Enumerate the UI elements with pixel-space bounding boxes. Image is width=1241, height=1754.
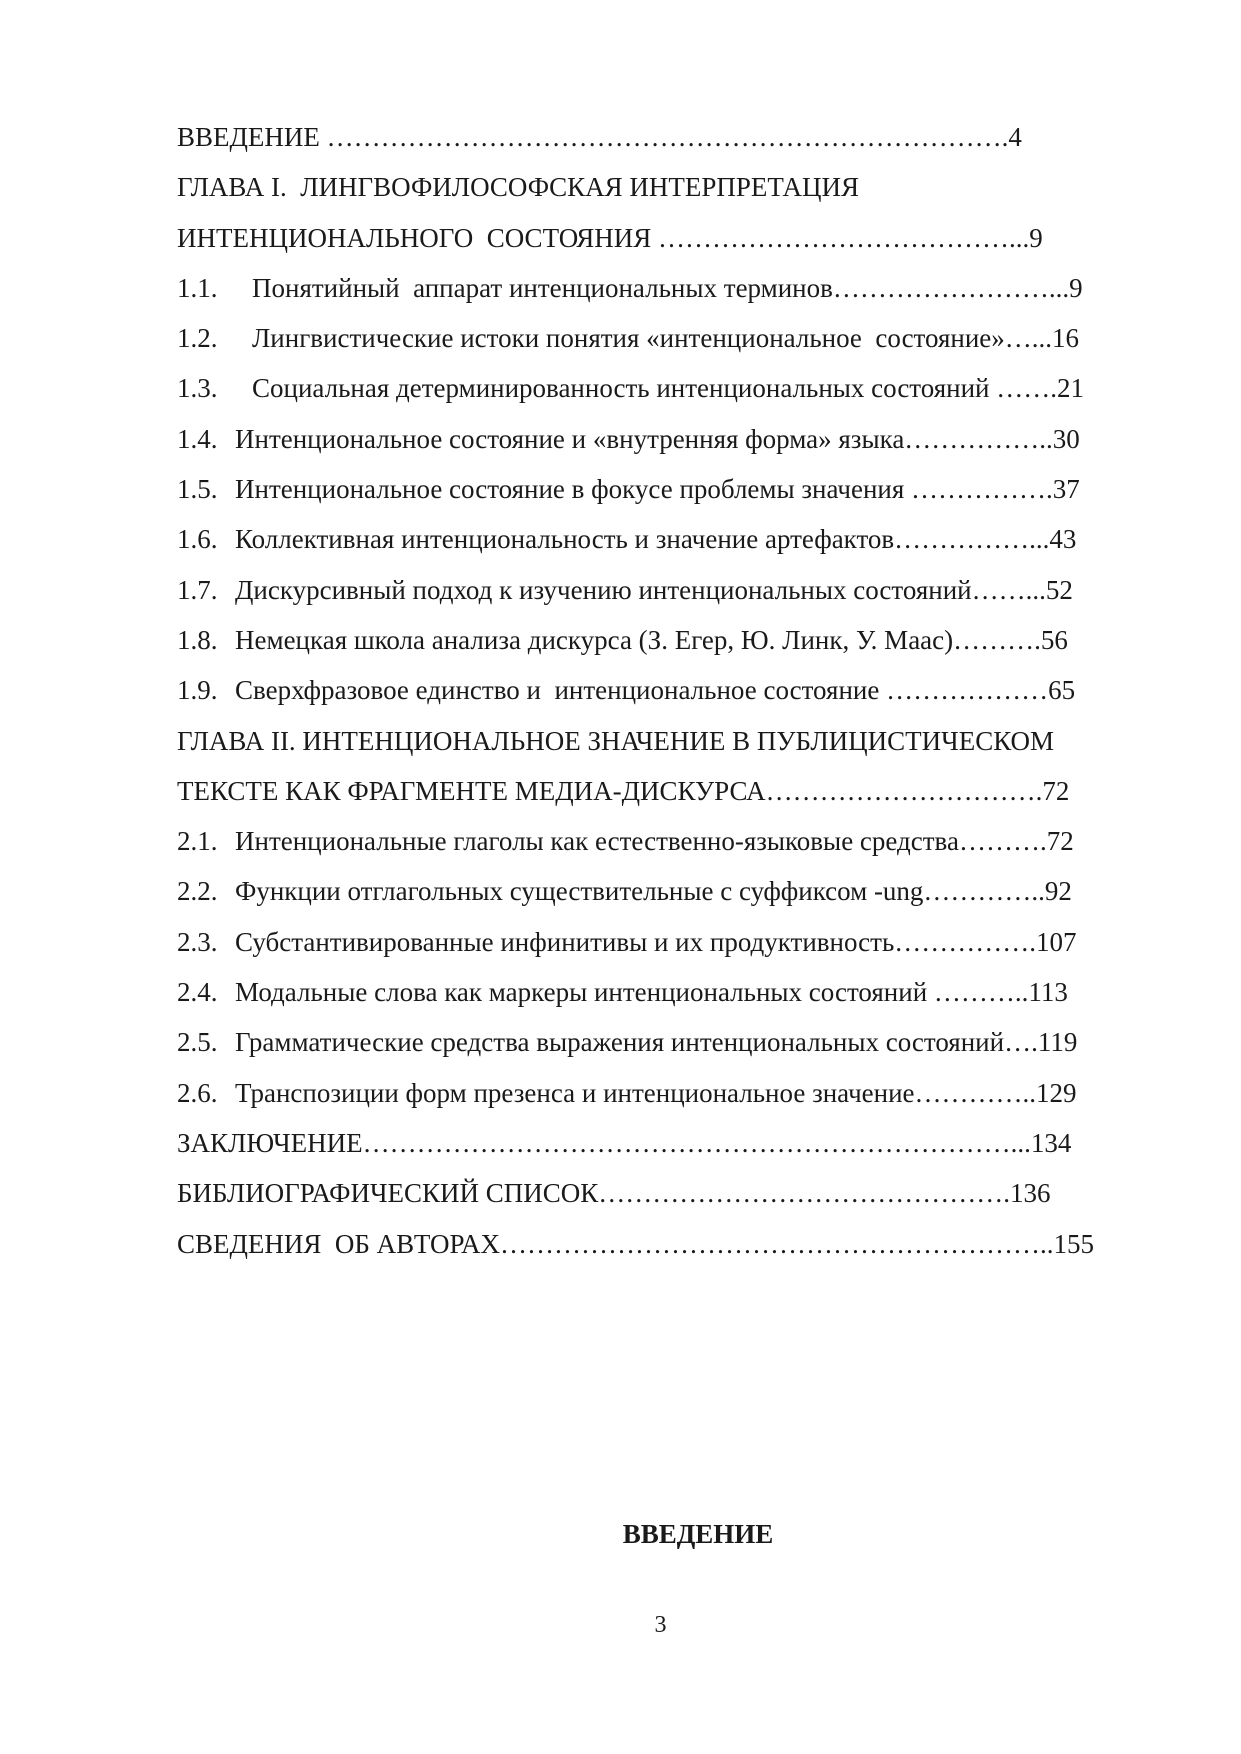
toc-entry-1-5 (177, 464, 1157, 514)
toc-entry-chapter-1-title-line-1 (177, 162, 1157, 212)
toc-entry-text: Интенциональное состояние в фокусе проблемы значения …………….37 (235, 474, 1080, 505)
toc-entry-number: 2.5. (177, 1027, 218, 1058)
toc-entry-chapter-1-title-line-2 (177, 213, 1157, 263)
toc-entry-conclusion (177, 1118, 1157, 1168)
toc-entry-text: ГЛАВА I. ЛИНГВОФИЛОСОФСКАЯ ИНТЕРПРЕТАЦИЯ (177, 172, 860, 203)
toc-entry-number: 2.6. (177, 1077, 218, 1108)
toc-entry-number: 1.6. (177, 524, 218, 555)
toc-entry-introduction (177, 112, 1157, 162)
toc-entry-1-2 (177, 313, 1157, 363)
toc-entry-text: Транспозиции форм презенса и интенциональное значение…………..129 (235, 1077, 1077, 1108)
toc-entry-text: Интенциональные глаголы как естественно-языковые средства……….72 (235, 826, 1074, 857)
toc-entry-2-3 (177, 917, 1157, 967)
table-of-contents (177, 112, 1157, 1269)
section-heading: ВВЕДЕНИЕ (622, 1519, 774, 1549)
toc-entry-2-1 (177, 816, 1157, 866)
toc-entry-text: СВЕДЕНИЯ ОБ АВТОРАХ……………………………………………………..155 (177, 1228, 1095, 1259)
toc-entry-number: 1.1. (177, 272, 218, 303)
toc-entry-number: 1.9. (177, 675, 218, 706)
toc-entry-number: 1.7. (177, 574, 218, 605)
toc-entry-text: Социальная детерминированность интенциональных состояний …….21 (252, 373, 1085, 404)
toc-entry-1-6 (177, 514, 1157, 564)
toc-entry-text: БИБЛИОГРАФИЧЕСКИЙ СПИСОК……………………………………….136 (177, 1178, 1051, 1209)
toc-entry-text: Модальные слова как маркеры интенциональных состояний ………..113 (235, 977, 1068, 1008)
toc-entry-chapter-2-title-line-2 (177, 766, 1157, 816)
toc-entry-1-1 (177, 263, 1157, 313)
toc-entry-1-9 (177, 665, 1157, 715)
toc-entry-number: 1.3. (177, 373, 218, 404)
toc-entry-2-6 (177, 1068, 1157, 1118)
toc-entry-text: Дискурсивный подход к изучению интенциональных состояний……...52 (235, 574, 1073, 605)
toc-entry-1-3 (177, 363, 1157, 413)
page-number: 3 (654, 1612, 667, 1638)
toc-entry-number: 2.4. (177, 977, 218, 1008)
toc-entry-2-2 (177, 866, 1157, 916)
toc-entry-number: 1.2. (177, 323, 218, 354)
toc-entry-number: 1.5. (177, 474, 218, 505)
toc-entry-text: Субстантивированные инфинитивы и их продуктивность…………….107 (235, 926, 1077, 957)
toc-entry-1-4 (177, 414, 1157, 464)
toc-entry-number: 2.3. (177, 926, 218, 957)
toc-entry-text: ИНТЕНЦИОНАЛЬНОГО СОСТОЯНИЯ …………………………………...9 (177, 222, 1043, 253)
toc-entry-chapter-2-title-line-1 (177, 716, 1157, 766)
toc-entry-1-7 (177, 565, 1157, 615)
toc-entry-text: ГЛАВА II. ИНТЕНЦИОНАЛЬНОЕ ЗНАЧЕНИЕ В ПУБЛИЦИСТИЧЕСКОМ (177, 725, 1055, 756)
toc-entry-text: ЗАКЛЮЧЕНИЕ………………………………………………………………...134 (177, 1127, 1072, 1158)
toc-entry-text: Коллективная интенциональность и значение артефактов……………...43 (235, 524, 1077, 555)
toc-entry-text: Грамматические средства выражения интенциональных состояний….119 (235, 1027, 1078, 1058)
toc-entry-text: ТЕКСТЕ КАК ФРАГМЕНТЕ МЕДИА-ДИСКУРСА………………………….72 (177, 775, 1070, 806)
toc-entry-text: Интенциональное состояние и «внутренняя форма» языка……………..30 (235, 423, 1080, 454)
toc-entry-2-5 (177, 1017, 1157, 1067)
toc-entry-number: 2.2. (177, 876, 218, 907)
toc-entry-number: 2.1. (177, 826, 218, 857)
toc-entry-text: ВВЕДЕНИЕ ………………………………………………………………….4 (177, 122, 1022, 152)
toc-entry-text: Немецкая школа анализа дискурса (З. Егер, Ю. Линк, У. Маас)……….56 (235, 624, 1068, 655)
toc-entry-number: 1.4. (177, 423, 218, 454)
toc-entry-text: Понятийный аппарат интенциональных терминов……………………...9 (252, 272, 1083, 303)
toc-entry-about-authors (177, 1219, 1157, 1269)
toc-entry-2-4 (177, 967, 1157, 1017)
toc-entry-bibliography (177, 1168, 1157, 1218)
toc-entry-1-8 (177, 615, 1157, 665)
toc-entry-text: Сверхфразовое единство и интенциональное состояние ………………65 (235, 675, 1076, 706)
toc-entry-text: Лингвистические истоки понятия «интенциональное состояние»…...16 (252, 323, 1080, 354)
toc-entry-number: 1.8. (177, 624, 218, 655)
toc-entry-text: Функции отглагольных существительные с суффиксом -ung…………..92 (235, 876, 1072, 907)
